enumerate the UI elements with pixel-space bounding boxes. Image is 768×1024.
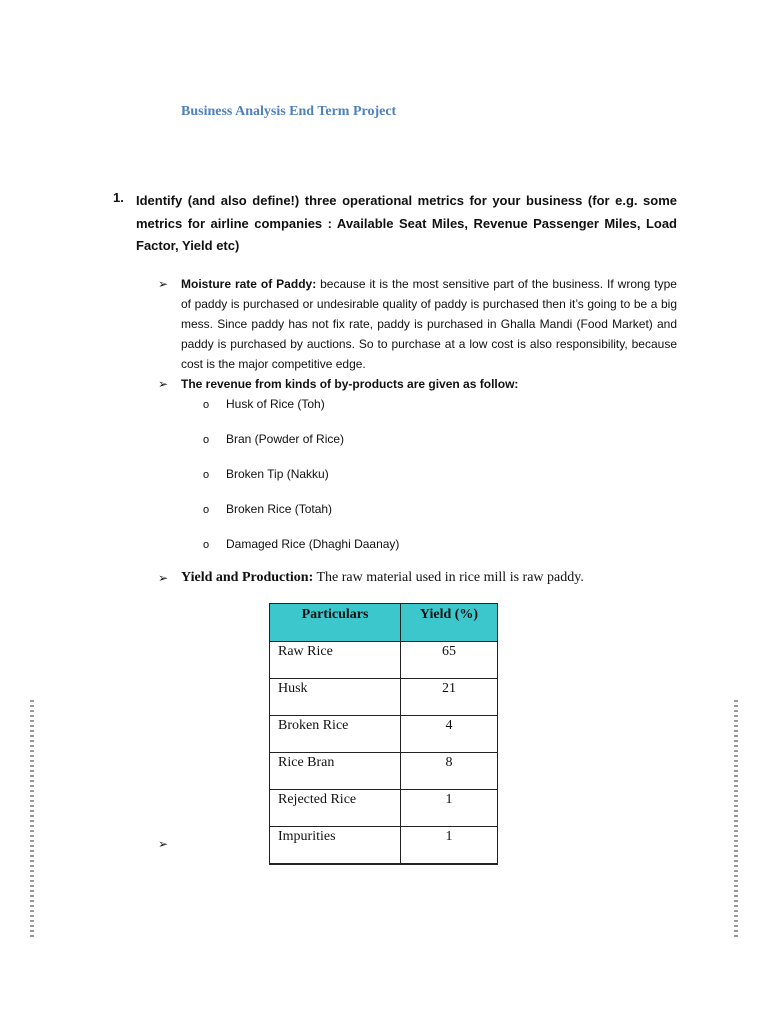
- list-item: [203, 429, 399, 464]
- list-item: [203, 394, 399, 429]
- cell-yield: 8: [401, 753, 498, 790]
- list-item: [203, 464, 399, 499]
- byproduct-label: Husk of Rice (Toh): [226, 397, 325, 411]
- revenue-label: The revenue from kinds of by-products are given as follow:: [181, 377, 519, 391]
- cell-particular: Broken Rice: [270, 716, 401, 753]
- table-row: [270, 827, 498, 865]
- right-edge-mark: [734, 700, 738, 940]
- cell-particular: Rice Bran: [270, 753, 401, 790]
- revenue-bullet: [181, 374, 677, 394]
- list-marker: o: [203, 434, 210, 446]
- cell-particular: Raw Rice: [270, 642, 401, 679]
- cell-yield: 4: [401, 716, 498, 753]
- header-particulars: Particulars: [270, 604, 401, 642]
- cell-yield: 1: [401, 827, 498, 865]
- cell-particular: Rejected Rice: [270, 790, 401, 827]
- cell-yield: 65: [401, 642, 498, 679]
- byproduct-label: Broken Rice (Totah): [226, 502, 333, 516]
- question-number: 1.: [113, 190, 124, 205]
- table-row: [270, 642, 498, 679]
- cell-particular: Impurities: [270, 827, 401, 865]
- yield-table: [269, 603, 498, 865]
- header-yield: Yield (%): [401, 604, 498, 642]
- table-row: [270, 679, 498, 716]
- left-edge-mark: [30, 700, 34, 940]
- moisture-bullet: [181, 274, 677, 374]
- moisture-text: because it is the most sensitive part of the business. If wrong type of paddy is purchased or undesirable quality of paddy is purchased then it’s going to be a big mess. Since paddy has not fix rate, paddy is purchased in Ghalla Mandi (Food Market) and paddy is purchased by auctions. So to purchase at a low cost is also responsibility, because cost is the major competitive edge.: [181, 277, 677, 371]
- moisture-label: Moisture rate of Paddy:: [181, 277, 317, 291]
- page-title: Business Analysis End Term Project: [181, 104, 397, 119]
- bullet-arrow-yield: ➢: [158, 571, 169, 585]
- list-item: [203, 499, 399, 534]
- cell-yield: 21: [401, 679, 498, 716]
- byproducts-list: [203, 394, 399, 569]
- list-marker: o: [203, 469, 210, 481]
- table-row: [270, 790, 498, 827]
- list-marker: o: [203, 539, 210, 551]
- yield-bullet: [181, 568, 584, 588]
- cell-particular: Husk: [270, 679, 401, 716]
- byproduct-label: Broken Tip (Nakku): [226, 467, 329, 481]
- yield-text: The raw material used in rice mill is raw paddy.: [313, 570, 584, 585]
- list-marker: o: [203, 504, 210, 516]
- question-text: Identify (and also define!) three operational metrics for your business (for e.g. some metrics for airline companies : Available Seat Miles, Revenue Passenger Miles, Load Factor, Yield etc): [136, 193, 677, 253]
- list-marker: o: [203, 399, 210, 411]
- cell-yield: 1: [401, 790, 498, 827]
- bullet-arrow-moisture: ➢: [158, 277, 169, 291]
- byproduct-label: Damaged Rice (Dhaghi Daanay): [226, 537, 400, 551]
- bullet-arrow-empty: ➢: [158, 837, 169, 851]
- table-row: [270, 753, 498, 790]
- list-item: [203, 534, 399, 569]
- byproduct-label: Bran (Powder of Rice): [226, 432, 345, 446]
- table-row: [270, 716, 498, 753]
- bullet-arrow-revenue: ➢: [158, 377, 169, 391]
- yield-label: Yield and Production:: [181, 570, 314, 585]
- table-header-row: [270, 604, 498, 642]
